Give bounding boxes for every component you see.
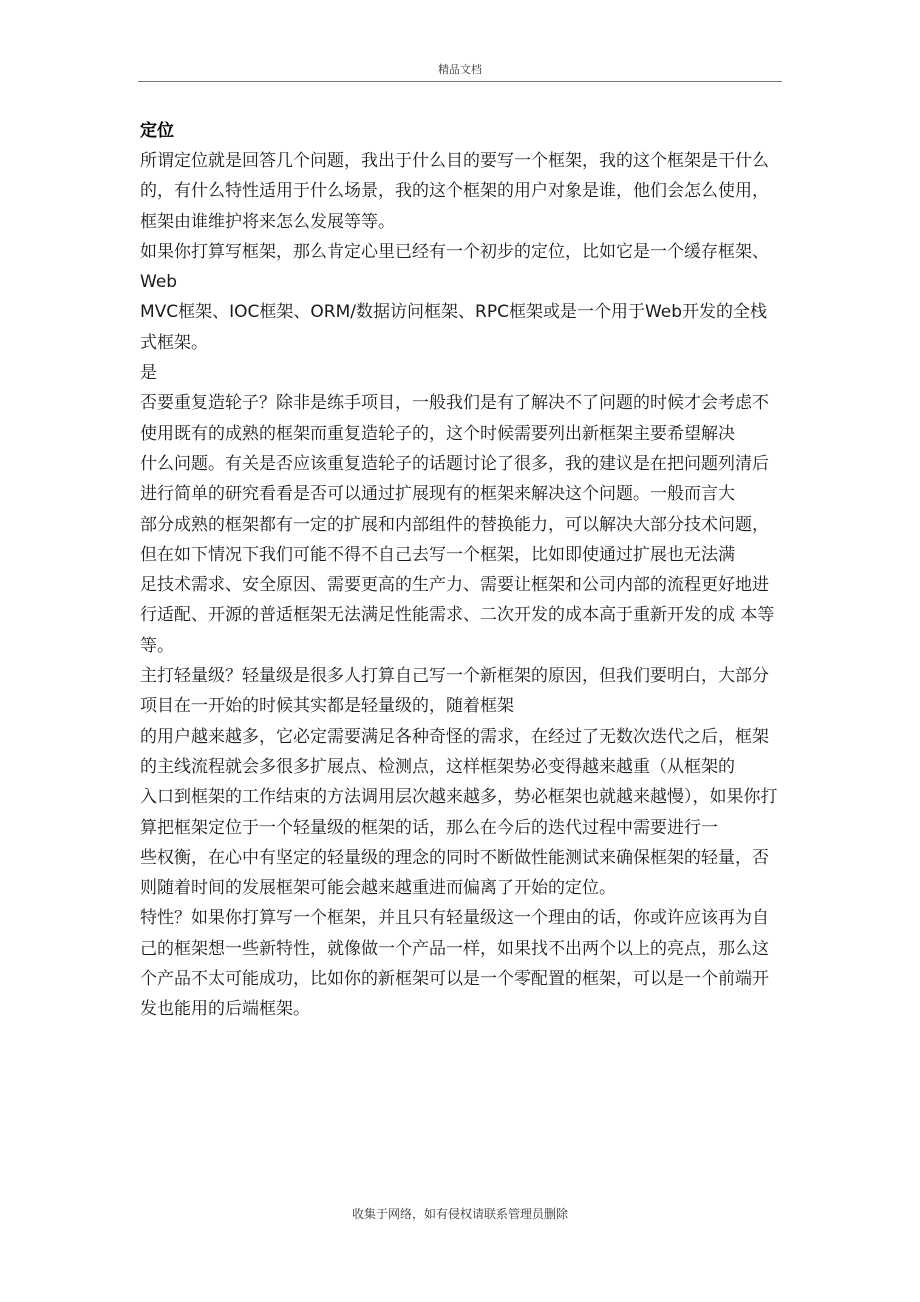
header-divider	[138, 81, 782, 82]
paragraph: 什么问题。有关是否应该重复造轮子的话题讨论了很多，我的建议是在把问题列清后进行简单的研究看看是否可以通过扩展现有的框架来解决这个问题。一般而言大	[140, 453, 769, 505]
paragraph: MVC框架、IOC框架、ORM/数据访问框架、RPC框架或是一个用于Web开发的全栈式框架。	[140, 302, 768, 353]
paragraph: 些权衡，在心中有坚定的轻量级的理念的同时不断做性能测试来确保框架的轻量，否则随着时间的发展框架可能会越来越重进而偏离了开始的定位。	[140, 847, 769, 899]
page-header: 精品文档	[438, 63, 482, 76]
paragraph: 主打轻量级？轻量级是很多人打算自己写一个新框架的原因，但我们要明白，大部分项目在一开始的时候其实都是轻量级的，随着框架	[140, 666, 769, 717]
paragraph: 的用户越来越多，它必定需要满足各种奇怪的需求，在经过了无数次迭代之后，框架的主线流程就会多很多扩展点、检测点，这样框架势必变得越来越重（从框架的	[140, 726, 769, 777]
paragraph: 是	[140, 363, 157, 384]
paragraph: 入口到框架的工作结束的方法调用层次越来越多，势必框架也就越来越慢），如果你打算把框架定位于一个轻量级的框架的话，那么在今后的迭代过程中需要进行一	[140, 787, 778, 838]
page-footer: 收集于网络，如有侵权请联系管理员删除	[351, 1207, 568, 1221]
paragraph: 如果你打算写框架，那么肯定心里已经有一个初步的定位，比如它是一个缓存框架、Web	[140, 241, 769, 293]
paragraph: 所谓定位就是回答几个问题，我出于什么目的要写一个框架，我的这个框架是干什么的，有什么特性适用于什么场景，我的这个框架的用户对象是谁，他们会怎么使用，框架由谁维护将来怎么发展等等。	[140, 151, 769, 232]
paragraph: 否要重复造轮子？除非是练手项目，一般我们是有了解决不了问题的时候才会考虑不使用既有的成熟的框架而重复造轮子的，这个时候需要列出新框架主要希望解决	[140, 393, 769, 444]
section-title: 定位	[140, 121, 174, 141]
paragraph: 部分成熟的框架都有一定的扩展和内部组件的替换能力，可以解决大部分技术问题，但在如下情况下我们可能不得不自己去写一个框架，比如即使通过扩展也无法满	[140, 514, 769, 565]
document-body	[140, 116, 780, 1025]
paragraph: 特性？如果你打算写一个框架，并且只有轻量级这一个理由的话，你或许应该再为自己的框架想一些新特性，就像做一个产品一样，如果找不出两个以上的亮点，那么这个产品不太可能成功，比如你的新框架可以是一个零配置的框架，可以是一个前端开发也能用的后端框架。	[140, 908, 769, 1020]
paragraph: 足技术需求、安全原因、需要更高的生产力、需要让框架和公司内部的流程更好地进行适配、开源的普适框架无法满足性能需求、二次开发的成本高于重新开发的成 本等等。	[140, 575, 775, 656]
